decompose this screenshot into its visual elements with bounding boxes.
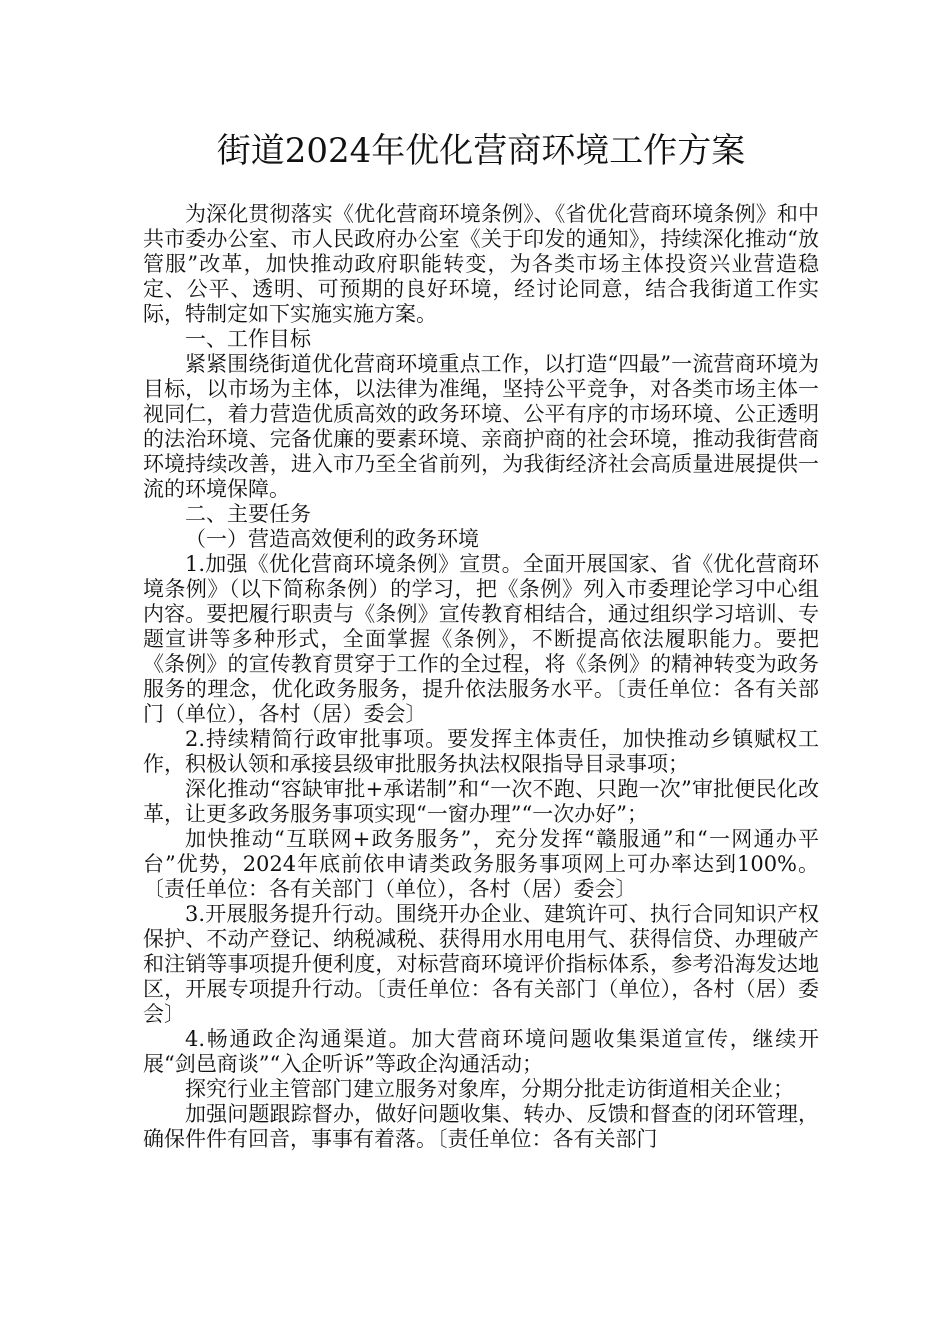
paragraph-goals: 紧紧围绕街道优化营商环境重点工作，以打造“四最”一流营商环境为目标，以市场为主体，以法律为准绳，坚持公平竞争，对各类市场主体一视同仁，着力营造优质高效的政务环境、公平有序的市场环境、公正透明的法治环境、完备优廉的要素环境、亲商护商的社会环境，推动我街营商环境持续改善，进入市乃至全省前列，为我街经济社会高质量进展提供一流的环境保障。 <box>143 352 819 501</box>
paragraph-task-4: 4.畅通政企沟通渠道。加大营商环境问题收集渠道宣传，继续开展“剑邑商谈”“入企听诉”等政企沟通活动； <box>143 1027 819 1076</box>
paragraph-task-1: 1.加强《优化营商环境条例》宣贯。全面开展国家、省《优化营商环境条例》（以下简称条例）的学习，把《条例》列入市委理论学习中心组内容。要把履行职责与《条例》宣传教育相结合，通过组织学习培训、专题宣讲等多种形式，全面掌握《条例》，不断提高依法履职能力。要把《条例》的宣传教育贯穿于工作的全过程，将《条例》的精神转变为政务服务的理念，优化政务服务，提升依法服务水平。〔责任单位：各有关部门（单位），各村（居）委会〕 <box>143 552 819 726</box>
paragraph-task-2-reform: 深化推动“容缺审批+承诺制”和“一次不跑、只跑一次”审批便民化改革，让更多政务服务事项实现“一窗办理”“一次办好”； <box>143 777 819 826</box>
paragraph-task-4-tracking: 加强问题跟踪督办，做好问题收集、转办、反馈和督查的闭环管理，确保件件有回音，事事有着落。〔责任单位：各有关部门 <box>143 1102 819 1151</box>
document-title: 街道2024年优化营商环境工作方案 <box>216 131 746 171</box>
heading-work-goals: 一、工作目标 <box>185 327 311 351</box>
document-body <box>143 202 819 1152</box>
paragraph-intro: 为深化贯彻落实《优化营商环境条例》、《省优化营商环境条例》和中共市委办公室、市人民政府办公室《关于印发的通知》，持续深化推动“放管服”改革，加快推动政府职能转变，为各类市场主体投资兴业营造稳定、公平、透明、可预期的良好环境，经讨论同意，结合我街道工作实际，特制定如下实施实施方案。 <box>143 202 819 326</box>
subheading-government-environment: （一）营造高效便利的政务环境 <box>185 527 479 551</box>
paragraph-task-2-internet: 加快推动“互联网+政务服务”，充分发挥“赣服通”和“一网通办平台”优势，2024年底前依申请类政务服务事项网上可办率达到100%。〔责任单位：各有关部门（单位），各村（居）委会〕 <box>143 827 819 901</box>
paragraph-task-3: 3.开展服务提升行动。围绕开办企业、建筑许可、执行合同知识产权保护、不动产登记、纳税减税、获得用水用电用气、获得信贷、办理破产和注销等事项提升便利度，对标营商环境评价指标体系，参考沿海发达地区，开展专项提升行动。〔责任单位：各有关部门（单位），各村（居）委会〕 <box>143 902 819 1026</box>
heading-main-tasks: 二、主要任务 <box>185 502 311 526</box>
paragraph-task-2: 2.持续精简行政审批事项。要发挥主体责任，加快推动乡镇赋权工作，积极认领和承接县级审批服务执法权限指导目录事项； <box>143 727 819 776</box>
document-page <box>143 128 819 1152</box>
paragraph-task-4-visits: 探究行业主管部门建立服务对象库，分期分批走访街道相关企业； <box>185 1077 794 1101</box>
